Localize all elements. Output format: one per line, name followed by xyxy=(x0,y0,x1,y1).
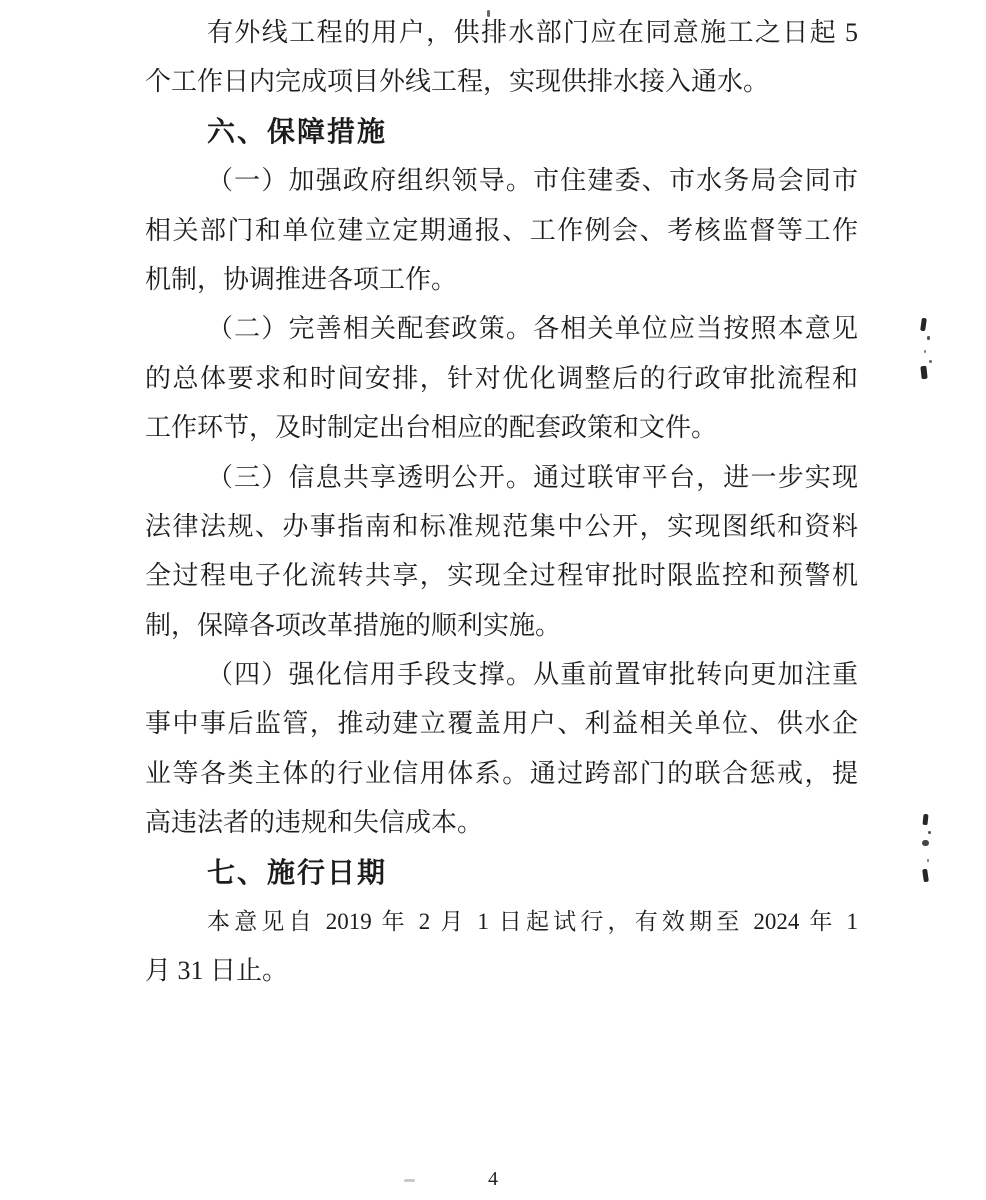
scan-artifact-right-lower xyxy=(922,814,928,825)
document-body xyxy=(145,8,858,996)
text-line: 全过程电子化流转共享，实现全过程审批时限监控和预警机 xyxy=(145,561,858,591)
text-line: 高违法者的违规和失信成本。 xyxy=(145,808,484,838)
text-line: 月 31 日止。 xyxy=(145,956,289,986)
scan-artifact-right-lower xyxy=(927,859,929,862)
text-line: （四）强化信用手段支撑。从重前置审批转向更加注重 xyxy=(207,660,858,690)
text-line: 业等各类主体的行业信用体系。通过跨部门的联合惩戒，提 xyxy=(145,758,858,788)
scan-artifact-right-upper xyxy=(927,336,930,340)
page-number: 4 xyxy=(488,1168,498,1190)
text-line: 个工作日内完成项目外线工程，实现供排水接入通水。 xyxy=(145,67,770,97)
text-line: 事中事后监管，推动建立覆盖用户、利益相关单位、供水企 xyxy=(145,709,858,739)
scan-artifact-right-lower xyxy=(922,869,929,883)
text-line: 的总体要求和时间安排，针对优化调整后的行政审批流程和 xyxy=(145,363,858,393)
text-line: 本意见自 2019 年 2 月 1 日起试行，有效期至 2024 年 1 xyxy=(207,909,858,935)
scan-artifact-right-lower xyxy=(928,831,931,834)
text-line: 相关部门和单位建立定期通报、工作例会、考核监督等工作 xyxy=(145,215,858,245)
text-line: （三）信息共享透明公开。通过联审平台，进一步实现 xyxy=(207,462,858,492)
scan-artifact-top-speck xyxy=(487,10,490,17)
text-line: 机制，协调推进各项工作。 xyxy=(145,264,458,294)
text-line: （二）完善相关配套政策。各相关单位应当按照本意见 xyxy=(207,314,858,344)
scan-artifact-right-upper xyxy=(920,366,927,380)
section-heading: 七、施行日期 xyxy=(207,856,388,888)
scan-artifact-right-upper xyxy=(929,360,932,363)
scan-artifact-right-upper xyxy=(920,318,927,332)
text-line: 制，保障各项改革措施的顺利实施。 xyxy=(145,610,562,640)
section-heading: 六、保障措施 xyxy=(207,115,388,147)
text-line: （一）加强政府组织领导。市住建委、市水务局会同市 xyxy=(207,166,858,196)
text-line: 法律法规、办事指南和标准规范集中公开，实现图纸和资料 xyxy=(145,511,858,541)
scan-artifact-right-upper xyxy=(924,350,926,353)
text-line: 工作环节，及时制定出台相应的配套政策和文件。 xyxy=(145,413,718,443)
text-line: 有外线工程的用户，供排水部门应在同意施工之日起 5 xyxy=(207,18,858,47)
scan-artifact-bottom-dash xyxy=(404,1179,415,1182)
scan-artifact-right-lower xyxy=(922,840,929,846)
